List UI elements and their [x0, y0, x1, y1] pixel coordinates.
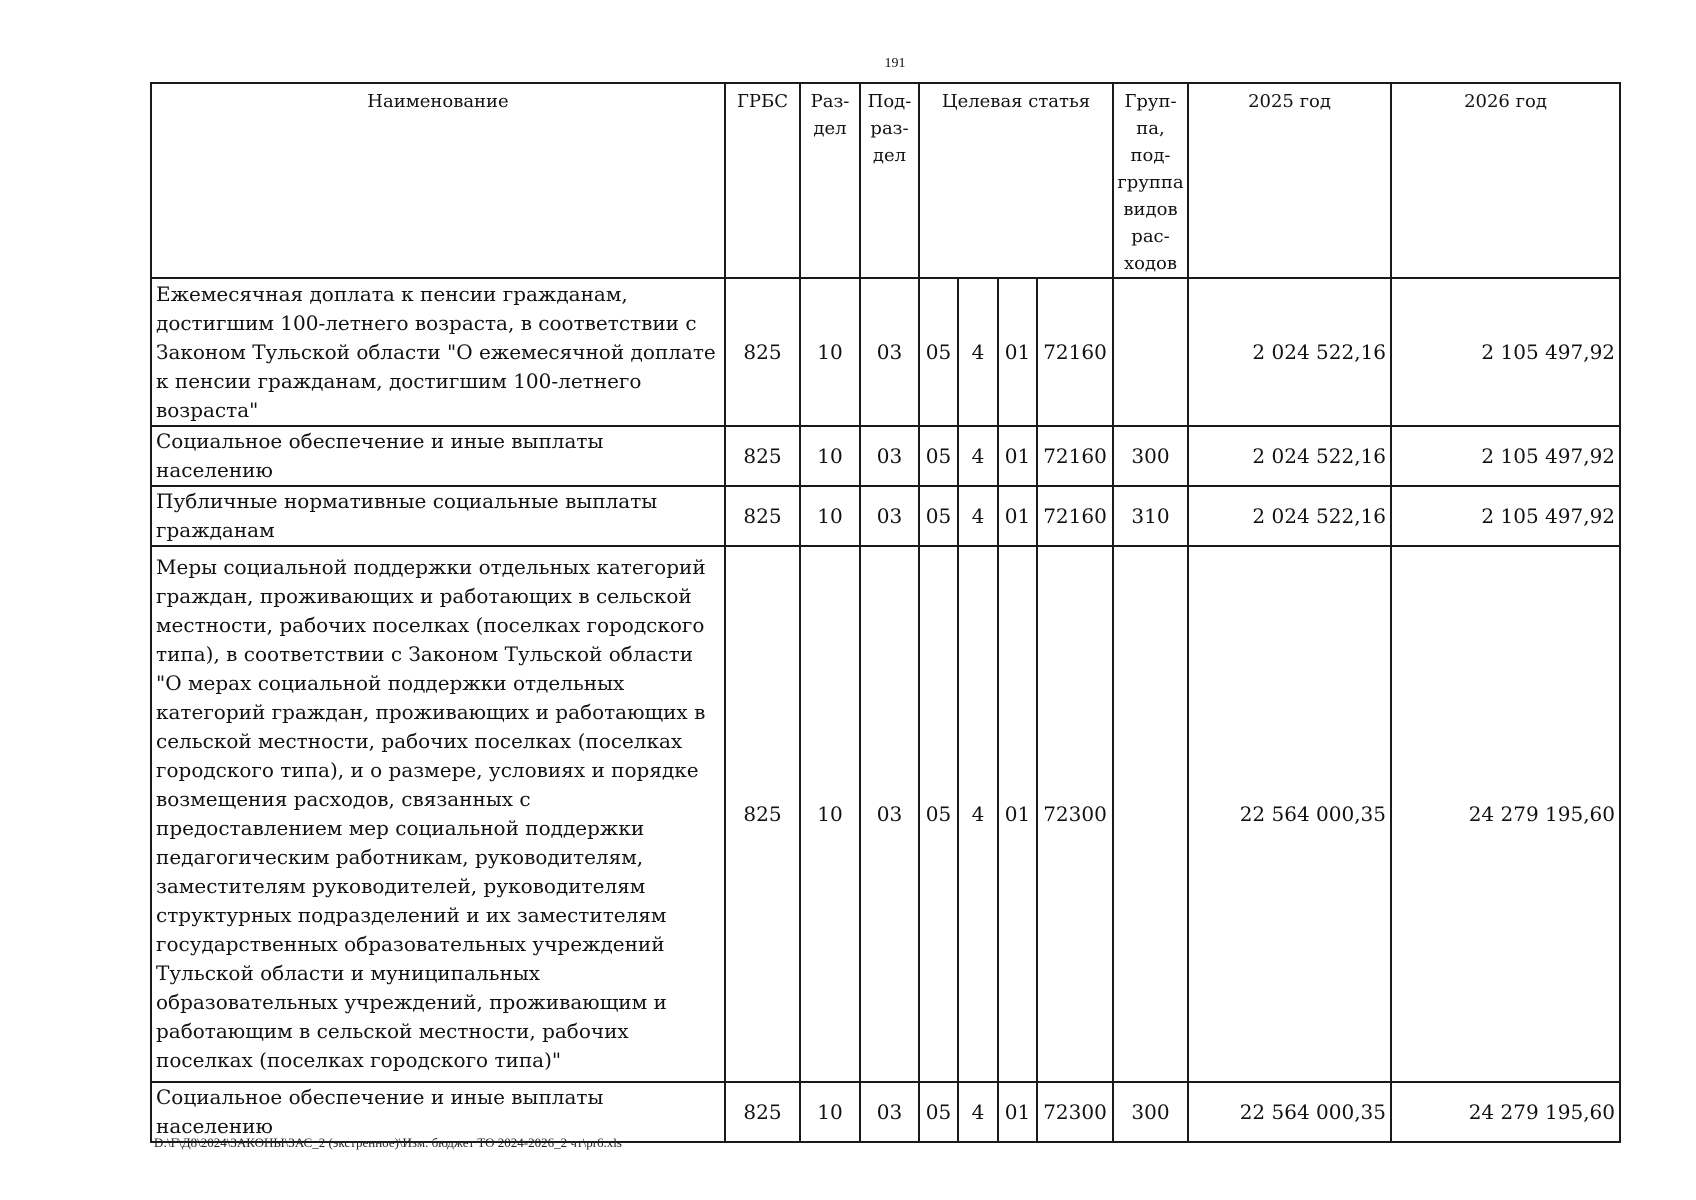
row-grbs: 825 — [725, 546, 800, 1082]
row-target-program: 05 — [919, 546, 958, 1082]
row-expense-group: 310 — [1113, 486, 1188, 546]
row-grbs: 825 — [725, 426, 800, 486]
row-expense-group — [1113, 546, 1188, 1082]
row-target-direction: 72300 — [1037, 546, 1113, 1082]
row-podrazdel: 03 — [860, 486, 919, 546]
row-target-program: 05 — [919, 426, 958, 486]
page-number: 191 — [884, 56, 906, 71]
row-target-direction: 72160 — [1037, 486, 1113, 546]
row-amount-2025: 22 564 000,35 — [1188, 546, 1391, 1082]
row-target-subprogram: 01 — [998, 1082, 1037, 1142]
table-row — [151, 546, 1620, 1082]
row-target-program: 05 — [919, 278, 958, 426]
row-razdel: 10 — [800, 486, 860, 546]
row-target-program: 05 — [919, 486, 958, 546]
row-amount-2026: 2 105 497,92 — [1391, 278, 1620, 426]
header-name: Наименование — [151, 83, 725, 278]
row-podrazdel: 03 — [860, 546, 919, 1082]
header-2025: 2025 год — [1188, 83, 1391, 278]
row-amount-2026: 24 279 195,60 — [1391, 546, 1620, 1082]
row-target-type: 4 — [958, 426, 998, 486]
row-target-type: 4 — [958, 486, 998, 546]
header-razdel: Раз- дел — [800, 83, 860, 278]
row-target-subprogram: 01 — [998, 278, 1037, 426]
header-grbs: ГРБС — [725, 83, 800, 278]
row-grbs: 825 — [725, 278, 800, 426]
row-target-subprogram: 01 — [998, 426, 1037, 486]
header-row — [151, 83, 1620, 278]
row-podrazdel: 03 — [860, 426, 919, 486]
row-name: Меры социальной поддержки отдельных категорий граждан, проживающих и работающих в сельской местности, рабочих поселках (поселках городского типа), в соответствии с Законом Тульской области "О мерах социальной поддержки отдельных категорий граждан, проживающих и работающих в сельской местности, рабочих поселках (поселках городского типа), и о размере, условиях и порядке возмещения расходов, связанных с предоставлением мер социальной поддержки педагогическим работникам, руководителям, заместителям руководителей, руководителям структурных подразделений и их заместителям государственных образовательных учреждений Тульской области и муниципальных образовательных учреждений, проживающим и работающим в сельской местности, рабочих поселках (поселках городского типа)" — [151, 546, 725, 1082]
row-amount-2026: 2 105 497,92 — [1391, 426, 1620, 486]
row-amount-2026: 2 105 497,92 — [1391, 486, 1620, 546]
row-amount-2025: 2 024 522,16 — [1188, 486, 1391, 546]
row-target-direction: 72160 — [1037, 278, 1113, 426]
row-amount-2025: 22 564 000,35 — [1188, 1082, 1391, 1142]
row-expense-group: 300 — [1113, 426, 1188, 486]
row-name: Социальное обеспечение и иные выплаты населению — [151, 426, 725, 486]
row-podrazdel: 03 — [860, 1082, 919, 1142]
row-grbs: 825 — [725, 486, 800, 546]
row-grbs: 825 — [725, 1082, 800, 1142]
row-target-type: 4 — [958, 1082, 998, 1142]
row-expense-group — [1113, 278, 1188, 426]
table-row — [151, 486, 1620, 546]
row-amount-2025: 2 024 522,16 — [1188, 278, 1391, 426]
table-row — [151, 426, 1620, 486]
row-target-direction: 72160 — [1037, 426, 1113, 486]
header-target-article: Целевая статья — [919, 83, 1113, 278]
row-razdel: 10 — [800, 1082, 860, 1142]
file-path-footer: D:\Г\Д8\2024\ЗАКОНЫ\ЗАС_2 (экстренное)\Изм. бюджет ТО 2024-2026_2 чт\pr6.xls — [154, 1135, 622, 1150]
table-row — [151, 1082, 1620, 1142]
row-target-direction: 72300 — [1037, 1082, 1113, 1142]
row-target-program: 05 — [919, 1082, 958, 1142]
table-row — [151, 278, 1620, 426]
row-razdel: 10 — [800, 546, 860, 1082]
row-target-type: 4 — [958, 278, 998, 426]
row-amount-2026: 24 279 195,60 — [1391, 1082, 1620, 1142]
row-razdel: 10 — [800, 426, 860, 486]
row-target-type: 4 — [958, 546, 998, 1082]
header-expense-group: Груп- па, под- группа видов рас- ходов — [1113, 83, 1188, 278]
header-podrazdel: Под- раз- дел — [860, 83, 919, 278]
row-name: Социальное обеспечение и иные выплаты населению — [151, 1082, 725, 1142]
row-amount-2025: 2 024 522,16 — [1188, 426, 1391, 486]
row-target-subprogram: 01 — [998, 546, 1037, 1082]
header-2026: 2026 год — [1391, 83, 1620, 278]
row-target-subprogram: 01 — [998, 486, 1037, 546]
budget-table — [150, 82, 1621, 1143]
row-name: Ежемесячная доплата к пенсии гражданам, достигшим 100-летнего возраста, в соответствии с Законом Тульской области "О ежемесячной доплате к пенсии гражданам, достигшим 100-летнего возраста" — [151, 278, 725, 426]
row-name: Публичные нормативные социальные выплаты гражданам — [151, 486, 725, 546]
row-expense-group: 300 — [1113, 1082, 1188, 1142]
row-razdel: 10 — [800, 278, 860, 426]
row-podrazdel: 03 — [860, 278, 919, 426]
